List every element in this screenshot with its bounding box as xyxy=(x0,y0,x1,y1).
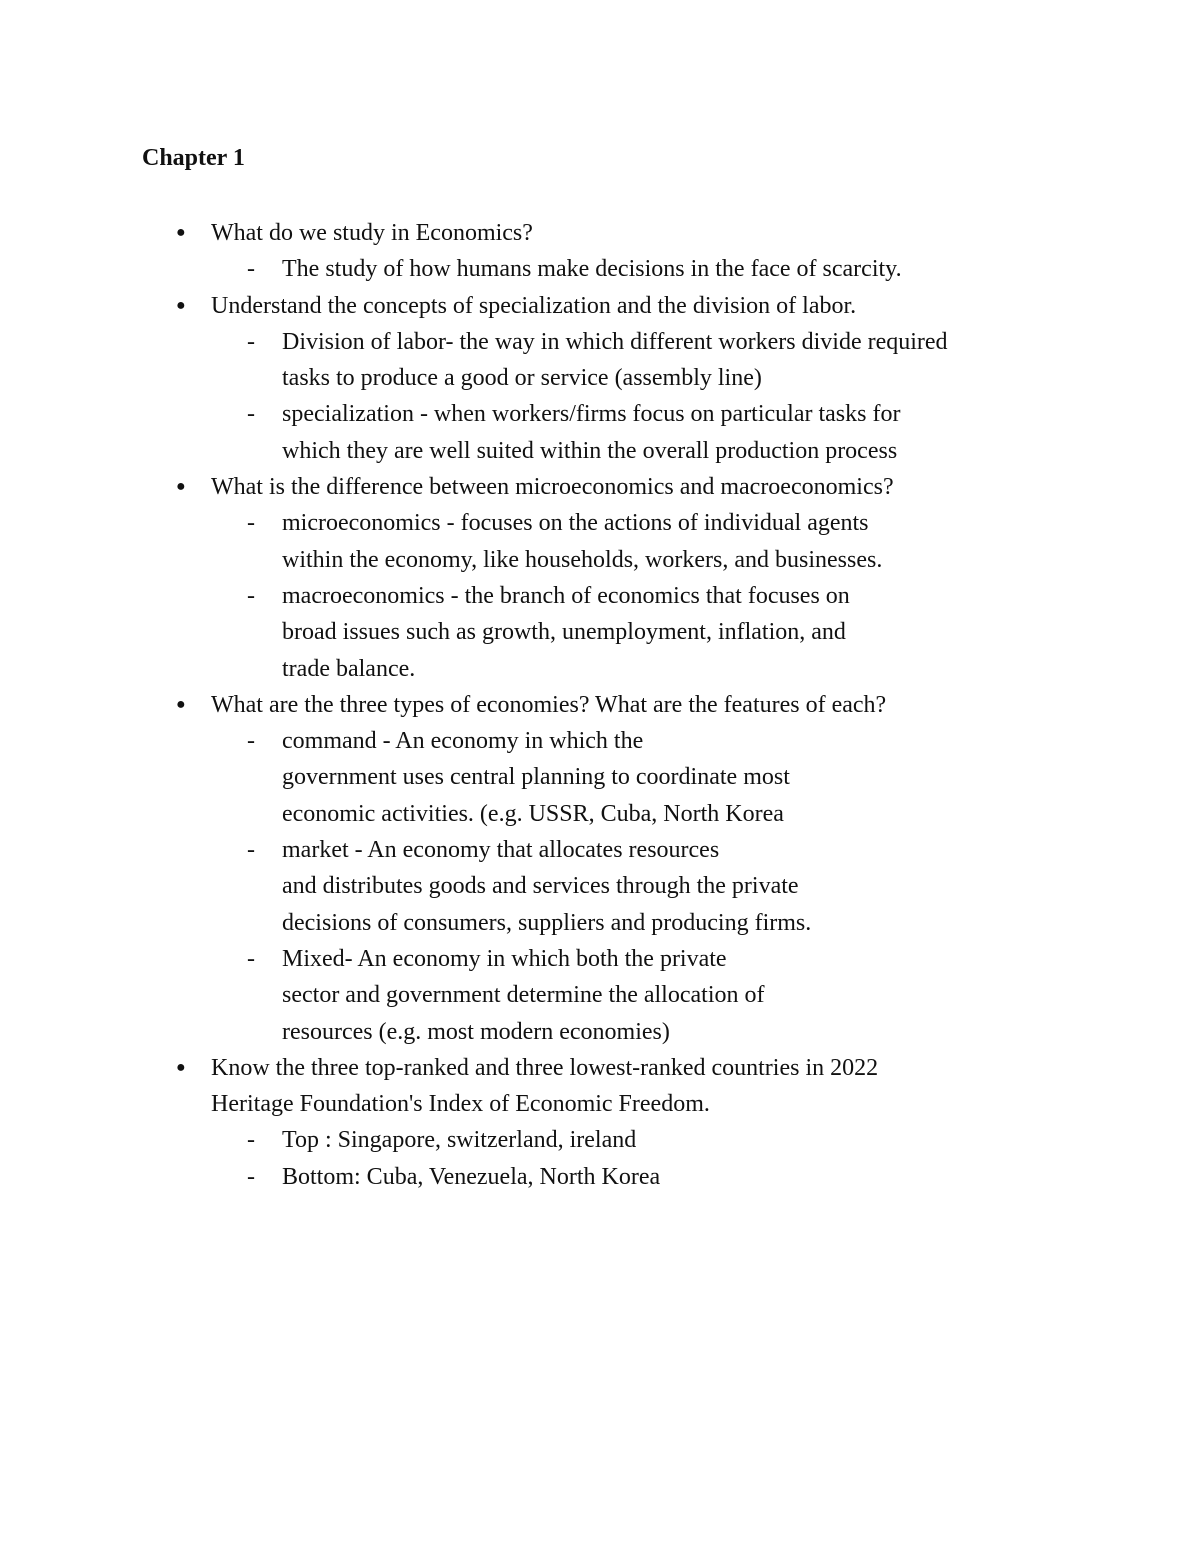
list-item xyxy=(0,215,1200,288)
list-item xyxy=(0,288,1200,469)
answer-list xyxy=(211,723,1200,1050)
dash-marker: - xyxy=(247,510,255,537)
dash-marker: - xyxy=(247,1127,255,1154)
answer-line: trade balance. xyxy=(282,655,416,682)
list-item xyxy=(0,1050,1200,1195)
list-item xyxy=(0,469,1200,687)
dash-marker: - xyxy=(247,728,255,755)
answer-line: which they are well suited within the overall production process xyxy=(282,437,898,464)
answer-line: resources (e.g. most modern economies) xyxy=(282,1018,670,1045)
question-text: Know the three top-ranked and three lowest-ranked countries in 2022 xyxy=(211,1054,879,1081)
answer-line: command - An economy in which the xyxy=(282,728,644,755)
question-text: What is the difference between microeconomics and macroeconomics? xyxy=(211,474,894,501)
question-text: Heritage Foundation's Index of Economic Freedom. xyxy=(211,1091,710,1118)
answer-line: and distributes goods and services through the private xyxy=(282,873,799,900)
chapter-title: Chapter 1 xyxy=(142,145,245,171)
bullet-icon: ● xyxy=(176,1058,186,1076)
dash-marker: - xyxy=(247,1163,255,1190)
bullet-icon: ● xyxy=(176,296,186,314)
answer-line: macroeconomics - the branch of economics that focuses on xyxy=(282,582,850,609)
answer-item xyxy=(0,505,1200,578)
answer-list xyxy=(211,1122,1200,1195)
answer-item xyxy=(0,1159,1200,1195)
bullet-icon: ● xyxy=(176,695,186,713)
answer-list xyxy=(211,505,1200,686)
answer-line: Bottom: Cuba, Venezuela, North Korea xyxy=(282,1163,661,1190)
answer-line: broad issues such as growth, unemployment, inflation, and xyxy=(282,619,846,646)
bullet-icon: ● xyxy=(176,478,186,496)
answer-line: within the economy, like households, workers, and businesses. xyxy=(282,546,883,573)
answer-line: Division of labor- the way in which different workers divide required xyxy=(282,328,948,355)
dash-marker: - xyxy=(247,401,255,428)
answer-item xyxy=(0,251,1200,287)
answer-line: microeconomics - focuses on the actions of individual agents xyxy=(282,510,869,537)
question-text: Understand the concepts of specialization and the division of labor. xyxy=(211,292,857,319)
answer-line: The study of how humans make decisions in the face of scarcity. xyxy=(282,256,902,283)
dash-marker: - xyxy=(247,945,255,972)
list-item xyxy=(0,687,1200,1050)
dash-marker: - xyxy=(247,582,255,609)
dash-marker: - xyxy=(247,256,255,283)
answer-item xyxy=(0,832,1200,941)
answer-line: Top : Singapore, switzerland, ireland xyxy=(282,1127,637,1154)
answer-line: sector and government determine the allocation of xyxy=(282,982,765,1009)
answer-item xyxy=(0,1122,1200,1158)
answer-line: Mixed- An economy in which both the private xyxy=(282,945,727,972)
bullet-icon: ● xyxy=(176,224,186,241)
dash-marker: - xyxy=(247,328,255,355)
answer-item xyxy=(0,723,1200,832)
question-list xyxy=(0,215,1200,1195)
question-text: What do we study in Economics? xyxy=(211,220,533,246)
answer-list xyxy=(211,251,1200,287)
answer-item xyxy=(0,578,1200,687)
answer-line: decisions of consumers, suppliers and producing firms. xyxy=(282,909,812,936)
answer-item xyxy=(0,396,1200,469)
answer-list xyxy=(211,324,1200,469)
answer-line: tasks to produce a good or service (assembly line) xyxy=(282,365,762,392)
answer-line: government uses central planning to coordinate most xyxy=(282,764,790,791)
answer-line: market - An economy that allocates resources xyxy=(282,837,720,864)
answer-line: economic activities. (e.g. USSR, Cuba, North Korea xyxy=(282,800,784,827)
answer-item xyxy=(0,941,1200,1050)
answer-item xyxy=(0,324,1200,397)
dash-marker: - xyxy=(247,837,255,864)
question-text: What are the three types of economies? What are the features of each? xyxy=(211,691,887,718)
answer-line: specialization - when workers/firms focus on particular tasks for xyxy=(282,401,901,428)
